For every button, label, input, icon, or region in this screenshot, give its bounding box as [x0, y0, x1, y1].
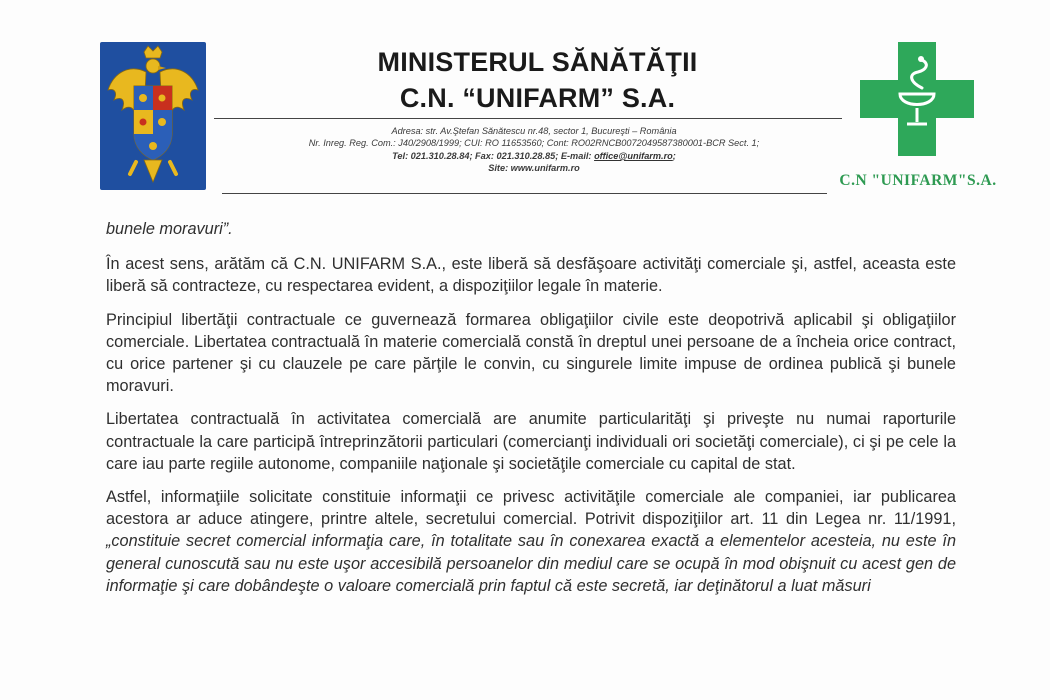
phone-fax-label: Tel: 021.310.28.84; Fax: 021.310.28.85; E-mail: — [392, 150, 592, 161]
pharmacy-cross-icon — [860, 42, 974, 156]
email-suffix: ; — [672, 150, 676, 161]
phone-email-line — [214, 150, 854, 162]
header-divider-bottom — [222, 193, 827, 194]
header-divider-top — [214, 118, 842, 119]
website-line: Site: www.unifarm.ro — [488, 163, 580, 174]
body-paragraph-1: În acest sens, arătăm că C.N. UNIFARM S.A., este liberă să desfăşoare activităţi comerciale şi, astfel, aceasta este liberă să contracteze, cu respectarea evident, a dispoziţiilor legale în materie. — [106, 255, 956, 296]
email-link[interactable]: office@unifarm.ro — [594, 150, 673, 161]
letter-body — [106, 218, 956, 608]
company-name: C.N. “UNIFARM” S.A. — [399, 83, 676, 113]
body-paragraph-2: Principiul libertăţii contractuale ce guvernează formarea obligaţiilor civile este deopotrivă aplicabil şi obligaţiilor comerciale. Libertatea contractuală în materie comercială constă în dreptul unei persoane de a încheia orice contract, cu orice partener şi cu clauzele pe care părţile le convin, cu singurele limite impuse de ordinea publică şi bunele moravuri. — [106, 310, 956, 396]
address-line: Adresa: str. Av.Ştefan Sănătescu nr.48, sector 1, Bucureşti – România — [391, 126, 677, 136]
romania-coat-of-arms-icon — [100, 42, 206, 190]
contact-block — [214, 125, 854, 175]
body-paragraph-4-quote: „constituie secret comercial informaţia care, în totalitate sau în conexarea exactă a elementelor acesteia, nu este în general cunoscută sau nu este uşor accesibilă persoanelor din mediul care se ocupă în mod obişnuit cu acest gen de informaţie şi care dobândeşte o valoare comercială prin faptul că este secretă, iar deţinătorul a luat măsuri — [106, 532, 956, 595]
letterhead-title — [300, 44, 775, 116]
ministry-name: MINISTERUL SĂNĂTĂŢII — [377, 47, 698, 77]
body-paragraph-4-intro: Astfel, informaţiile solicitate constituie informaţii ce privesc activităţile comerciale ale companiei, iar publicarea acestora ar aduce atingere, printre altele, secretului comercial. Potrivit dispoziţiilor art. 11 din Legea nr. 11/1991, — [106, 488, 956, 529]
brand-wordmark: C.N "UNIFARM"S.A. — [839, 172, 997, 189]
body-paragraph-4 — [106, 486, 956, 597]
body-paragraph-3: Libertatea contractuală în activitatea comercială are anumite particularităţi şi priveşte nu numai raporturile contractuale la care participă întreprinzătorii particulari (comercianţi individuali ori societăţi comerciale), ci şi pe cele la care iau parte regiile autonome, companiile naţionale şi societăţile comerciale cu capital de stat. — [106, 410, 956, 473]
body-lead-fragment: bunele moravuri”. — [106, 220, 233, 238]
registration-line: Nr. Inreg. Reg. Com.: J40/2908/1999; CUI: RO 11653560; Cont: RO02RNCB0072049587380001-BCR Sect. 1; — [308, 138, 760, 149]
